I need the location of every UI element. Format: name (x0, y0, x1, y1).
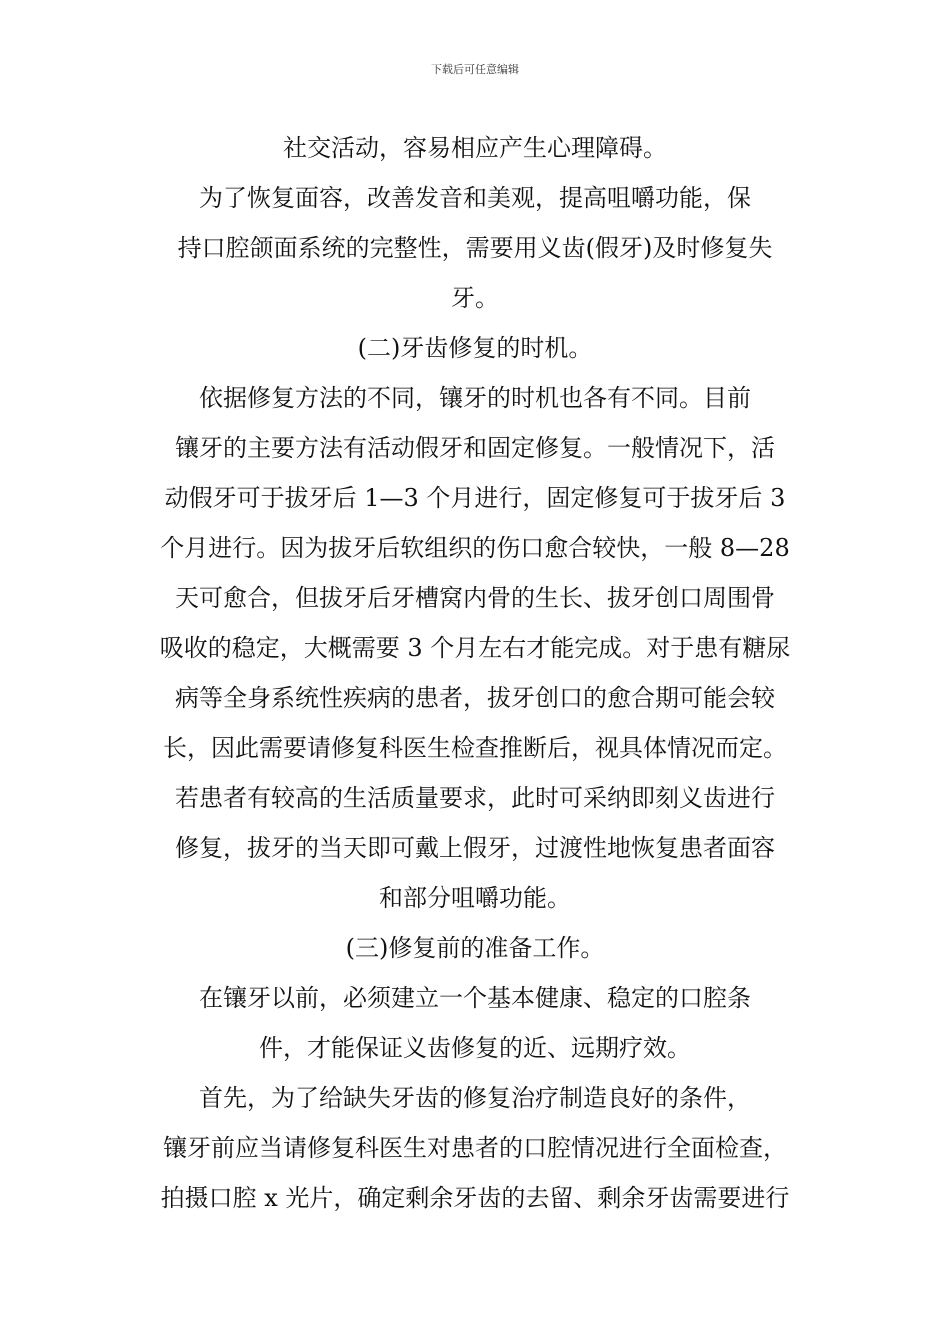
page-header: 下载后可任意编辑 (431, 63, 519, 76)
text-line: 依据修复方法的不同，镶牙的时机也各有不同。目前 (199, 384, 751, 412)
text-line: 动假牙可于拔牙后 1—3 个月进行，固定修复可于拔牙后 3 (164, 484, 786, 512)
text-line: 若患者有较高的生活质量要求，此时可采纳即刻义齿进行 (175, 784, 775, 812)
text-line: 件，才能保证义齿修复的近、远期疗效。 (259, 1034, 691, 1062)
text-line: 首先，为了给缺失牙齿的修复治疗制造良好的条件， (199, 1084, 751, 1112)
text-line: 为了恢复面容，改善发音和美观，提高咀嚼功能，保 (199, 184, 751, 212)
text-line: 镶牙前应当请修复科医生对患者的口腔情况进行全面检查， (163, 1134, 787, 1162)
section-heading: (二)牙齿修复的时机。 (357, 334, 593, 362)
text-line: 病等全身系统性疾病的患者，拔牙创口的愈合期可能会较 (175, 684, 775, 712)
text-line: 个月进行。因为拔牙后软组织的伤口愈合较快，一般 8—28 (160, 534, 790, 562)
text-line: 镶牙的主要方法有活动假牙和固定修复。一般情况下，活 (175, 434, 775, 462)
text-line: 和部分咀嚼功能。 (379, 884, 571, 912)
text-line: 长，因此需要请修复科医生检查推断后，视具体情况而定。 (163, 734, 787, 762)
text-line: 拍摄口腔 x 光片，确定剩余牙齿的去留、剩余牙齿需要进行 (160, 1184, 790, 1212)
text-line: 牙。 (451, 284, 499, 312)
text-line: 天可愈合，但拔牙后牙槽窝内骨的生长、拔牙创口周围骨 (175, 584, 775, 612)
text-line: 修复，拔牙的当天即可戴上假牙，过渡性地恢复患者面容 (175, 834, 775, 862)
text-line: 在镶牙以前，必须建立一个基本健康、稳定的口腔条 (199, 984, 751, 1012)
text-line: 持口腔颌面系统的完整性，需要用义齿(假牙)及时修复失 (177, 234, 773, 262)
section-heading: (三)修复前的准备工作。 (345, 934, 605, 962)
text-line: 社交活动，容易相应产生心理障碍。 (283, 134, 667, 162)
text-line: 吸收的稳定，大概需要 3 个月左右才能完成。对于患有糖尿 (159, 634, 791, 662)
